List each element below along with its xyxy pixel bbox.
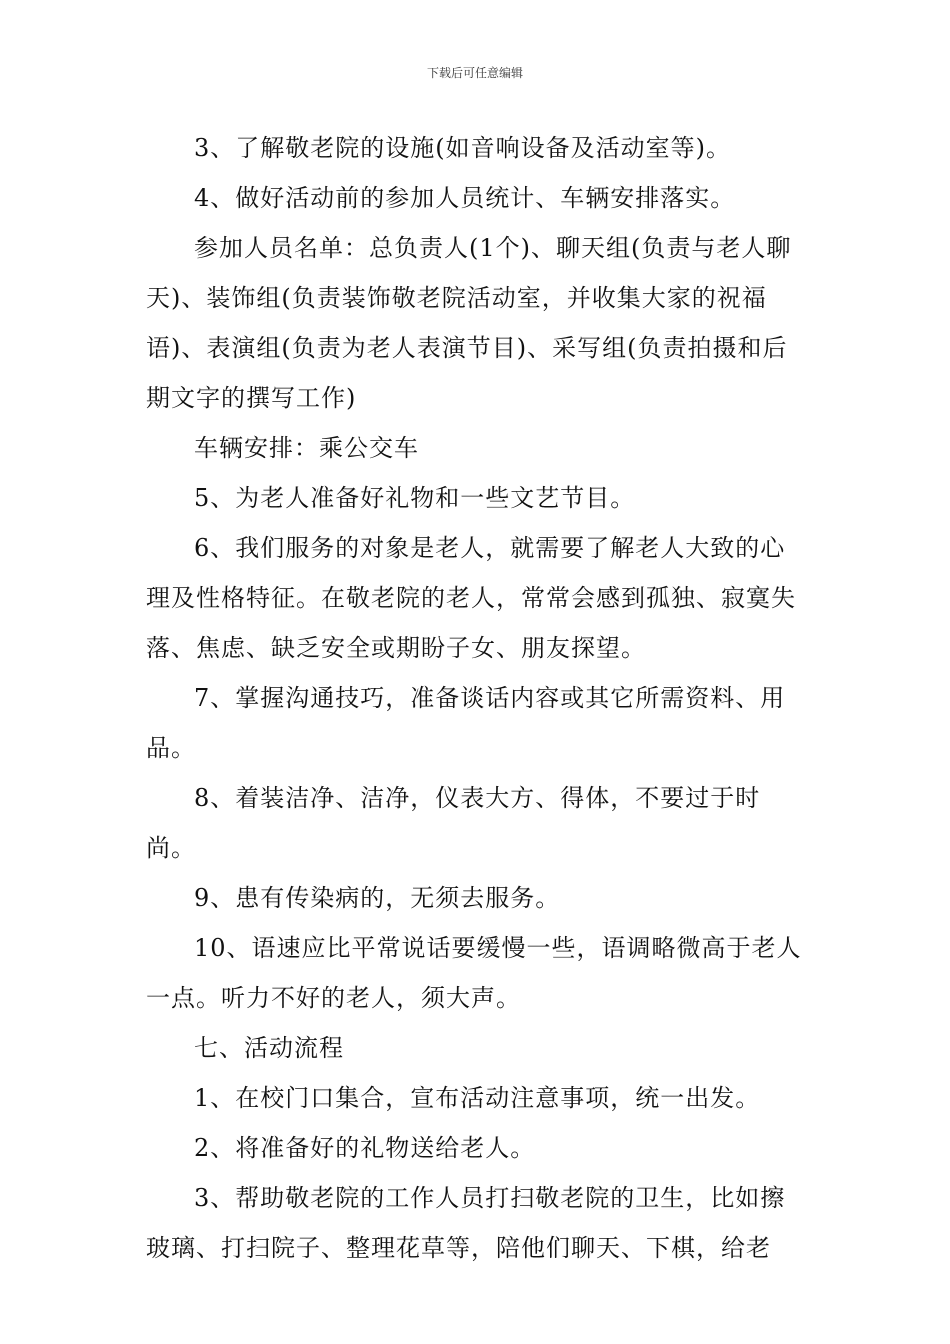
paragraph-deliver-gifts: 2、将准备好的礼物送给老人。 bbox=[194, 1134, 536, 1162]
page-header: 下载后可任意编辑 bbox=[426, 66, 523, 80]
paragraph-speech: 10、语速应比平常说话要缓慢一些，语调略微高于老人一点。听力不好的老人，须大声。 bbox=[146, 934, 802, 1012]
paragraph-illness: 9、患有传染病的，无须去服务。 bbox=[194, 884, 561, 912]
paragraph-vehicle: 车辆安排：乘公交车 bbox=[194, 434, 419, 462]
paragraph-participants: 参加人员名单：总负责人(1个)、聊天组(负责与老人聊天)、装饰组(负责装饰敬老院活动室，并收集大家的祝福语)、表演组(负责为老人表演节目)、采写组(负责拍摄和后期文字的撰写工作) bbox=[146, 234, 792, 412]
paragraph-cleaning: 3、帮助敬老院的工作人员打扫敬老院的卫生，比如擦玻璃、打扫院子、整理花草等，陪他们聊天、下棋，给老 bbox=[146, 1184, 786, 1262]
paragraph-gifts: 5、为老人准备好礼物和一些文艺节目。 bbox=[194, 484, 636, 512]
paragraph-statistics: 4、做好活动前的参加人员统计、车辆安排落实。 bbox=[194, 184, 736, 212]
paragraph-gather: 1、在校门口集合，宣布活动注意事项，统一出发。 bbox=[194, 1084, 761, 1112]
document-body bbox=[146, 123, 810, 1273]
paragraph-psychology: 6、我们服务的对象是老人，就需要了解老人大致的心理及性格特征。在敬老院的老人，常常会感到孤独、寂寞失落、焦虑、缺乏安全或期盼子女、朋友探望。 bbox=[146, 534, 796, 662]
paragraph-communication: 7、掌握沟通技巧，准备谈话内容或其它所需资料、用品。 bbox=[146, 684, 786, 762]
paragraph-facilities: 3、了解敬老院的设施(如音响设备及活动室等)。 bbox=[194, 134, 731, 162]
paragraph-attire: 8、着装洁净、洁净，仪表大方、得体，不要过于时尚。 bbox=[146, 784, 761, 862]
section-heading-process: 七、活动流程 bbox=[194, 1034, 344, 1062]
